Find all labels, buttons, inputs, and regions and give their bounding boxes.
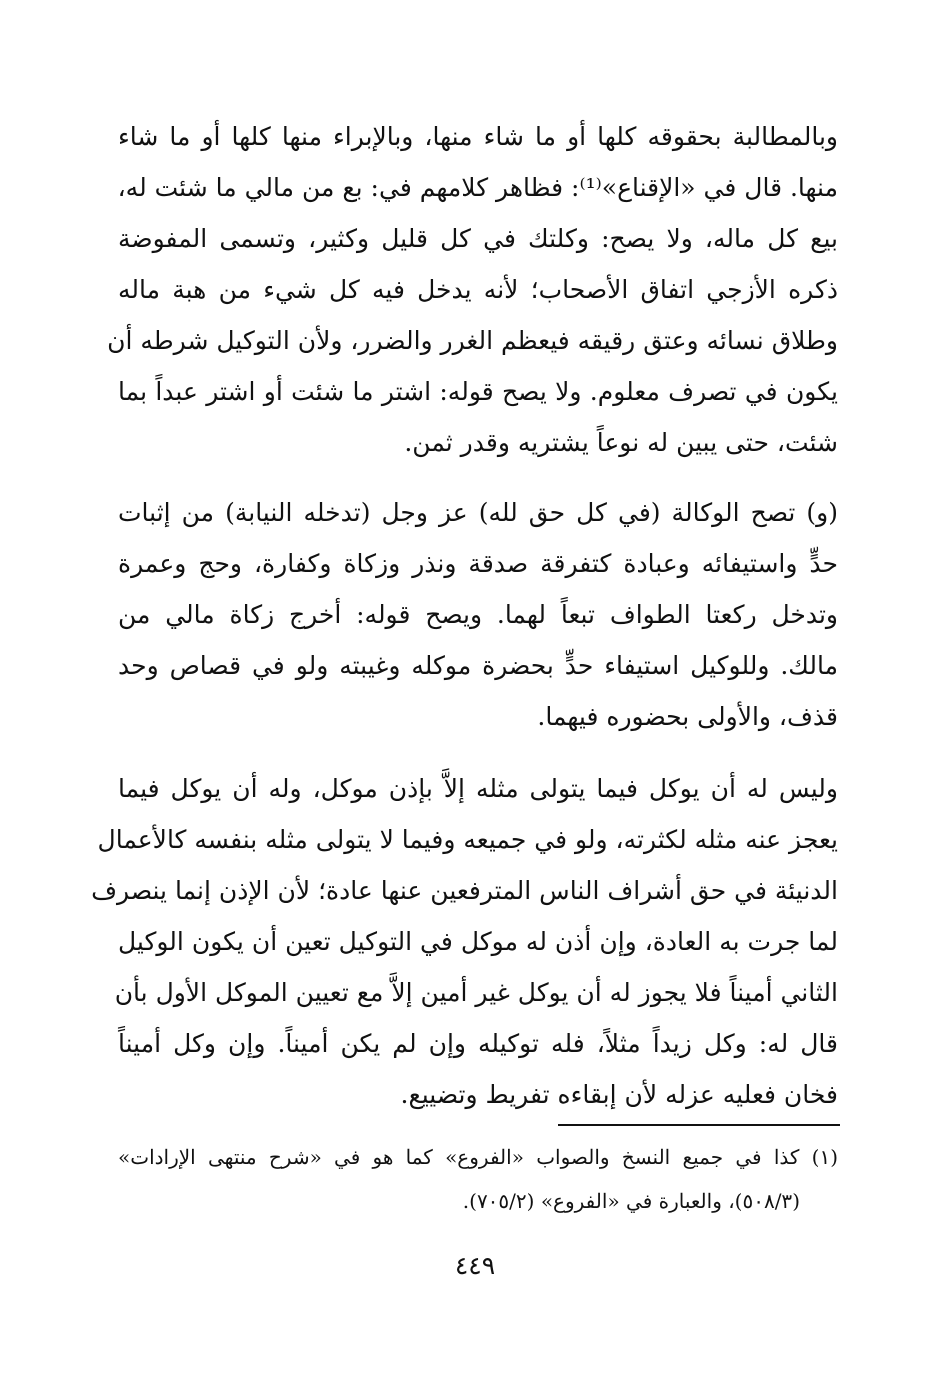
paragraph-2 (118, 487, 838, 742)
paragraph-line: وبالمطالبة بحقوقه كلها أو ما شاء منها، وبالإبراء منها كلها أو ما شاء (118, 122, 838, 151)
paragraph-line: فخان فعليه عزله لأن إبقاءه تفريط وتضييع. (400, 1080, 838, 1109)
paragraph-line: مالك. وللوكيل استيفاء حدٍّ بحضرة موكله وغيبته ولو في قصاص وحد (118, 651, 838, 680)
page-number: ٤٤٩ (454, 1251, 496, 1280)
paragraph-line: حدٍّ واستيفائه وعبادة كتفرقة صدقة ونذر وزكاة وكفارة، وحج وعمرة (118, 549, 838, 578)
paragraph-3 (91, 763, 838, 1120)
paragraph-1 (107, 111, 838, 468)
paragraph-line: (و) تصح الوكالة (في كل حق لله) عز وجل (تدخله النيابة) من إثبات (118, 498, 838, 527)
paragraph-line: وليس له أن يوكل فيما يتولى مثله إلاَّ بإذن موكل، وله أن يوكل فيما (118, 774, 838, 803)
paragraph-line: شئت، حتى يبين له نوعاً يشتريه وقدر ثمن. (404, 428, 838, 457)
paragraph-line: وتدخل ركعتا الطواف تبعاً لهما. ويصح قوله: أخرج زكاة مالي من (118, 600, 838, 629)
paragraph-line: منها. قال في «الإقناع»⁽¹⁾: فظاهر كلامهم في: بع من مالي ما شئت له، (117, 173, 838, 202)
paragraph-line: بيع كل ماله، ولا يصح: وكلتك في كل قليل وكثير، وتسمى المفوضة (118, 224, 838, 253)
paragraph-line: الدنيئة في حق أشراف الناس المترفعين عنها عادة؛ لأن الإذن إنما ينصرف (91, 876, 838, 905)
footnote-separator (558, 1124, 840, 1126)
paragraph-line: قذف، والأولى بحضوره فيهما. (537, 702, 838, 731)
paragraph-line: وطلاق نسائه وعتق رقيقه فيعظم الغرر والضرر، ولأن التوكيل شرطه أن (107, 326, 838, 355)
footnote-line: (١) كذا في جميع النسخ والصواب «الفروع» كما هو في «شرح منتهى الإرادات» (118, 1145, 838, 1169)
paragraph-line: يعجز عنه مثله لكثرته، ولو في جميعه وفيما لا يتولى مثله بنفسه كالأعمال (97, 825, 838, 854)
paragraph-line: قال له: وكل زيداً مثلاً، فله توكيله وإن لم يكن أميناً. وإن وكل أميناً (118, 1029, 838, 1058)
paragraph-line: لما جرت به العادة، وإن أذن له موكل في التوكيل تعين أن يكون الوكيل (118, 927, 838, 956)
footnote-line: (٥٠٨/٣)، والعبارة في «الفروع» (٧٠٥/٢). (462, 1189, 800, 1213)
paragraph-line: يكون في تصرف معلوم. ولا يصح قوله: اشتر ما شئت أو اشتر عبداً بما (118, 377, 838, 406)
paragraph-line: ذكره الأزجي اتفاق الأصحاب؛ لأنه يدخل فيه كل شيء من هبة ماله (118, 275, 838, 304)
paragraph-line: الثاني أميناً فلا يجوز له أن يوكل غير أمين إلاَّ مع تعيين الموكل الأول بأن (114, 978, 838, 1007)
footnote (118, 1135, 838, 1223)
